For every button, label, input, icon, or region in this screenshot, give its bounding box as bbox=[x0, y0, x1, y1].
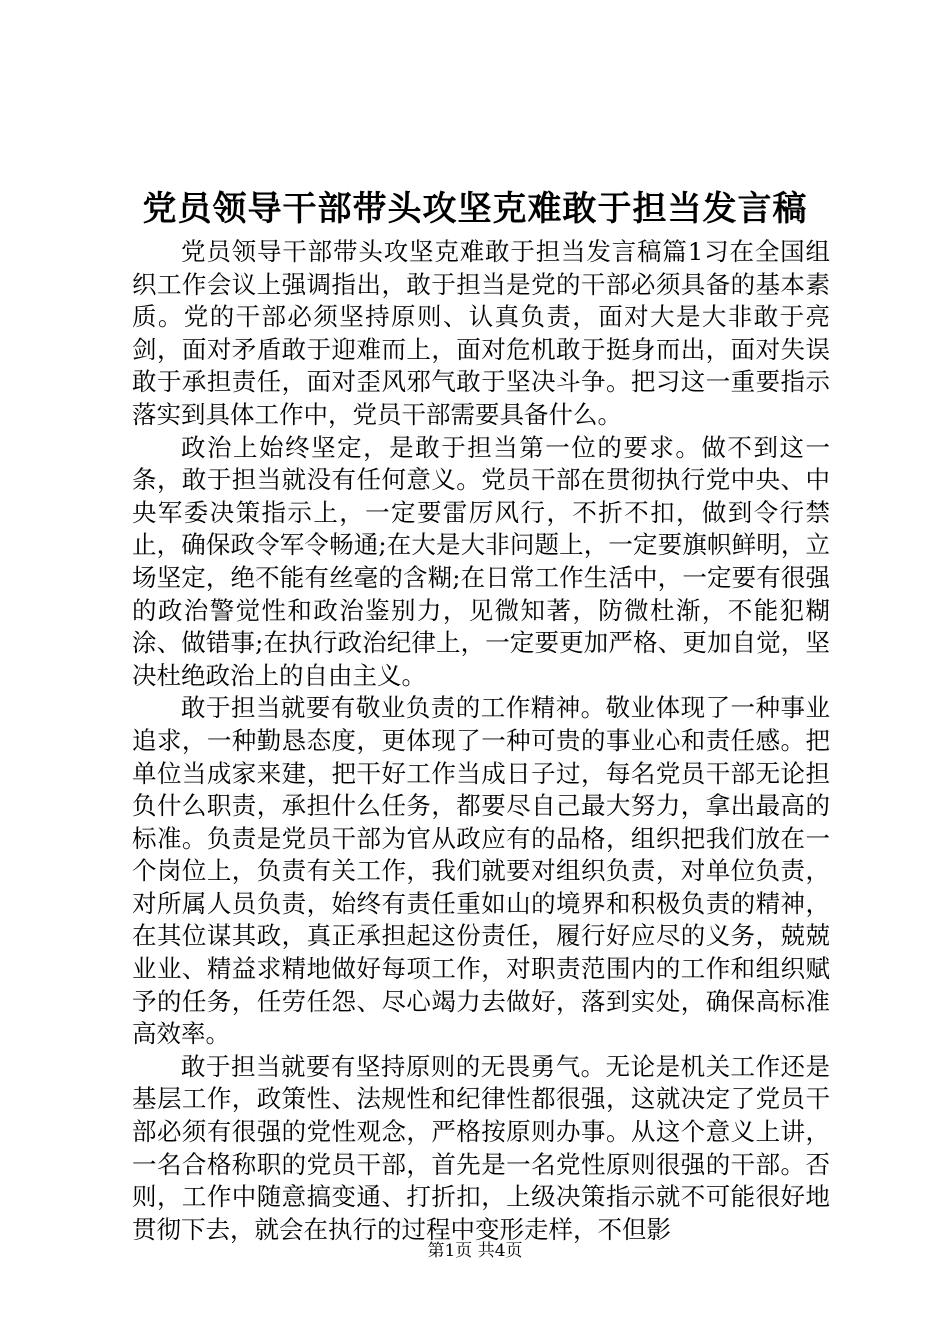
paragraph-2: 政治上始终坚定，是敢于担当第一位的要求。做不到这一条，敢于担当就没有任何意义。党员干部在贯彻执行党中央、中央军委决策指示上，一定要雷厉风行，不折不扣，做到令行禁止，确保政令军令畅通;在大是大非问题上，一定要旗帜鲜明，立场坚定，绝不能有丝毫的含糊;在日常工作生活中，一定要有很强的政治警觉性和政治鉴别力，见微知著，防微杜渐，不能犯糊涂、做错事;在执行政治纪律上，一定要更加严格、更加自觉，坚决杜绝政治上的自由主义。 bbox=[132, 432, 830, 690]
document-title: 党员领导干部带头攻坚克难敢于担当发言稿 bbox=[142, 189, 808, 229]
paragraph-4: 敢于担当就要有坚持原则的无畏勇气。无论是机关工作还是基层工作，政策性、法规性和纪律性都很强，这就决定了党员干部必须有很强的党性观念，严格按原则办事。从这个意义上讲，一名合格称职的党员干部，首先是一名党性原则很强的干部。否则，工作中随意搞变通、打折扣，上级决策指示就不可能很好地贯彻下去，就会在执行的过程中变形走样，不但影 bbox=[132, 1051, 830, 1244]
page-number-footer: 第1页 共4页 bbox=[427, 1241, 523, 1261]
paragraph-1: 党员领导干部带头攻坚克难敢于担当发言稿篇1习在全国组织工作会议上强调指出，敢于担当是党的干部必须具备的基本素质。党的干部必须坚持原则、认真负责，面对大是大非敢于亮剑，面对矛盾敢于迎难而上，面对危机敢于挺身而出，面对失误敢于承担责任，面对歪风邪气敢于坚决斗争。把习这一重要指示落实到具体工作中，党员干部需要具备什么。 bbox=[132, 237, 830, 429]
document-body bbox=[132, 236, 830, 1246]
paragraph-3: 敢于担当就要有敬业负责的工作精神。敬业体现了一种事业追求，一种勤恳态度，更体现了一种可贵的事业心和责任感。把单位当成家来建，把干好工作当成日子过，每名党员干部无论担负什么职责，承担什么任务，都要尽自己最大努力，拿出最高的标准。负责是党员干部为官从政应有的品格，组织把我们放在一个岗位上，负责有关工作，我们就要对组织负责，对单位负责，对所属人员负责，始终有责任重如山的境界和积极负责的精神，在其位谋其政，真正承担起这份责任，履行好应尽的义务，兢兢业业、精益求精地做好每项工作，对职责范围内的工作和组织赋予的任务，任劳任怨、尽心竭力去做好，落到实处，确保高标准高效率。 bbox=[132, 693, 830, 1049]
